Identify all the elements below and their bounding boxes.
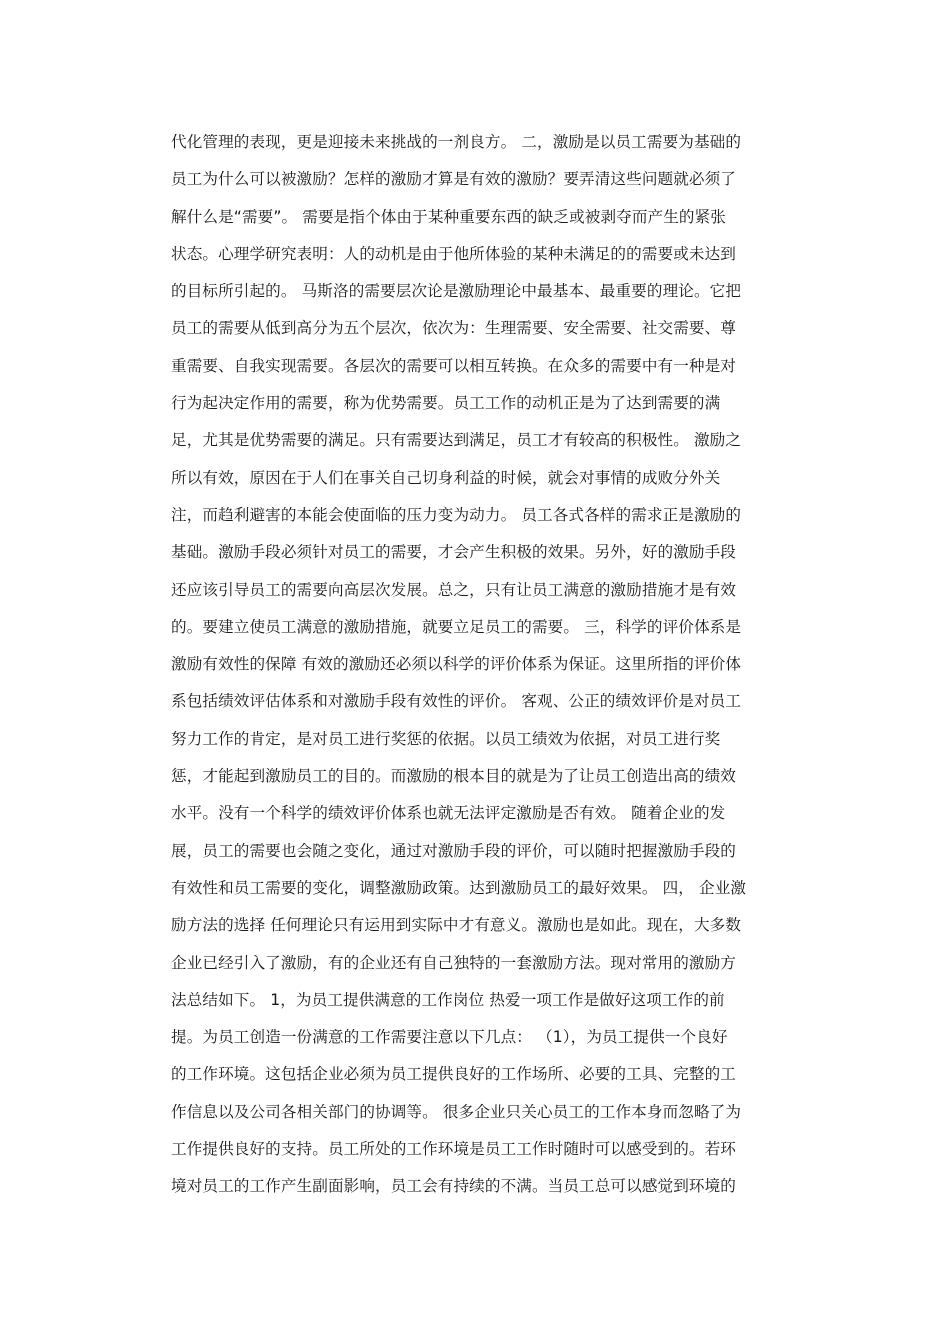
text-line: 的工作环境。这包括企业必须为员工提供良好的工作场所、必要的工具、完整的工 [171, 1065, 736, 1084]
text-line: 员工为什么可以被激励？怎样的激励才算是有效的激励？要弄清这些问题就必须了 [171, 170, 736, 189]
text-line: 员工的需要从低到高分为五个层次，依次为：生理需要、安全需要、社交需要、尊 [171, 319, 736, 338]
text-line: 有效性和员工需要的变化，调整激励政策。达到激励员工的最好效果。 四， 企业激 [171, 878, 747, 897]
text-line: 励方法的选择 任何理论只有运用到实际中才有意义。激励也是如此。现在，大多数 [171, 916, 742, 935]
text-line: 行为起决定作用的需要，称为优势需要。员工工作的动机正是为了达到需要的满 [171, 394, 721, 413]
text-line: 企业已经引入了激励，有的企业还有自己独特的一套激励方法。现对常用的激励方 [171, 953, 736, 972]
text-line: 注，而趋利避害的本能会使面临的压力变为动力。 员工各式各样的需求正是激励的 [171, 505, 742, 524]
text-line: 惩，才能起到激励员工的目的。而激励的根本目的就是为了让员工创造出高的绩效 [171, 767, 736, 786]
text-line: 系包括绩效评估体系和对激励手段有效性的评价。 客观、公正的绩效评价是对员工 [171, 692, 742, 711]
text-line: 水平。没有一个科学的绩效评价体系也就无法评定激励是否有效。 随着企业的发 [171, 804, 726, 823]
text-line: 展，员工的需要也会随之变化，通过对激励手段的评价，可以随时把握激励手段的 [171, 841, 736, 860]
text-line: 还应该引导员工的需要向高层次发展。总之，只有让员工满意的激励措施才是有效 [171, 580, 736, 599]
body-text [171, 124, 781, 1206]
text-line: 的。要建立使员工满意的激励措施，就要立足员工的需要。 三，科学的评价体系是 [171, 617, 742, 636]
text-line: 代化管理的表现，更是迎接未来挑战的一剂良方。 二，激励是以员工需要为基础的 [171, 133, 742, 151]
text-line: 激励有效性的保障 有效的激励还必须以科学的评价体系为保证。这里所指的评价体 [171, 655, 742, 674]
text-line: 提。为员工创造一份满意的工作需要注意以下几点： （1），为员工提供一个良好 [171, 1028, 728, 1047]
text-line: 足，尤其是优势需要的满足。只有需要达到满足，员工才有较高的积极性。 激励之 [171, 431, 742, 450]
text-line: 重需要、自我实现需要。各层次的需要可以相互转换。在众多的需要中有一种是对 [171, 356, 736, 375]
text-line: 法总结如下。 1，为员工提供满意的工作岗位 热爱一项工作是做好这项工作的前 [171, 990, 725, 1009]
text-line: 作信息以及公司各相关部门的协调等。 很多企业只关心员工的工作本身而忽略了为 [171, 1102, 742, 1121]
text-line: 工作提供良好的支持。员工所处的工作环境是员工工作时随时可以感受到的。若环 [171, 1140, 736, 1159]
text-line: 所以有效，原因在于人们在事关自己切身利益的时候，就会对事情的成败分外关 [171, 468, 721, 487]
text-line: 基础。激励手段必须针对员工的需要，才会产生积极的效果。另外，好的激励手段 [171, 543, 736, 562]
text-line: 状态。心理学研究表明：人的动机是由于他所体验的某种未满足的的需要或未达到 [171, 244, 736, 263]
text-line: 境对员工的工作产生副面影响，员工会有持续的不满。当员工总可以感觉到环境的 [171, 1177, 736, 1196]
text-line: 努力工作的肯定，是对员工进行奖惩的依据。以员工绩效为依据，对员工进行奖 [171, 729, 721, 748]
text-line: 解什么是“需要”。 需要是指个体由于某种重要东西的缺乏或被剥夺而产生的紧张 [171, 207, 727, 226]
text-line: 的目标所引起的。 马斯洛的需要层次论是激励理论中最基本、最重要的理论。它把 [171, 282, 742, 301]
